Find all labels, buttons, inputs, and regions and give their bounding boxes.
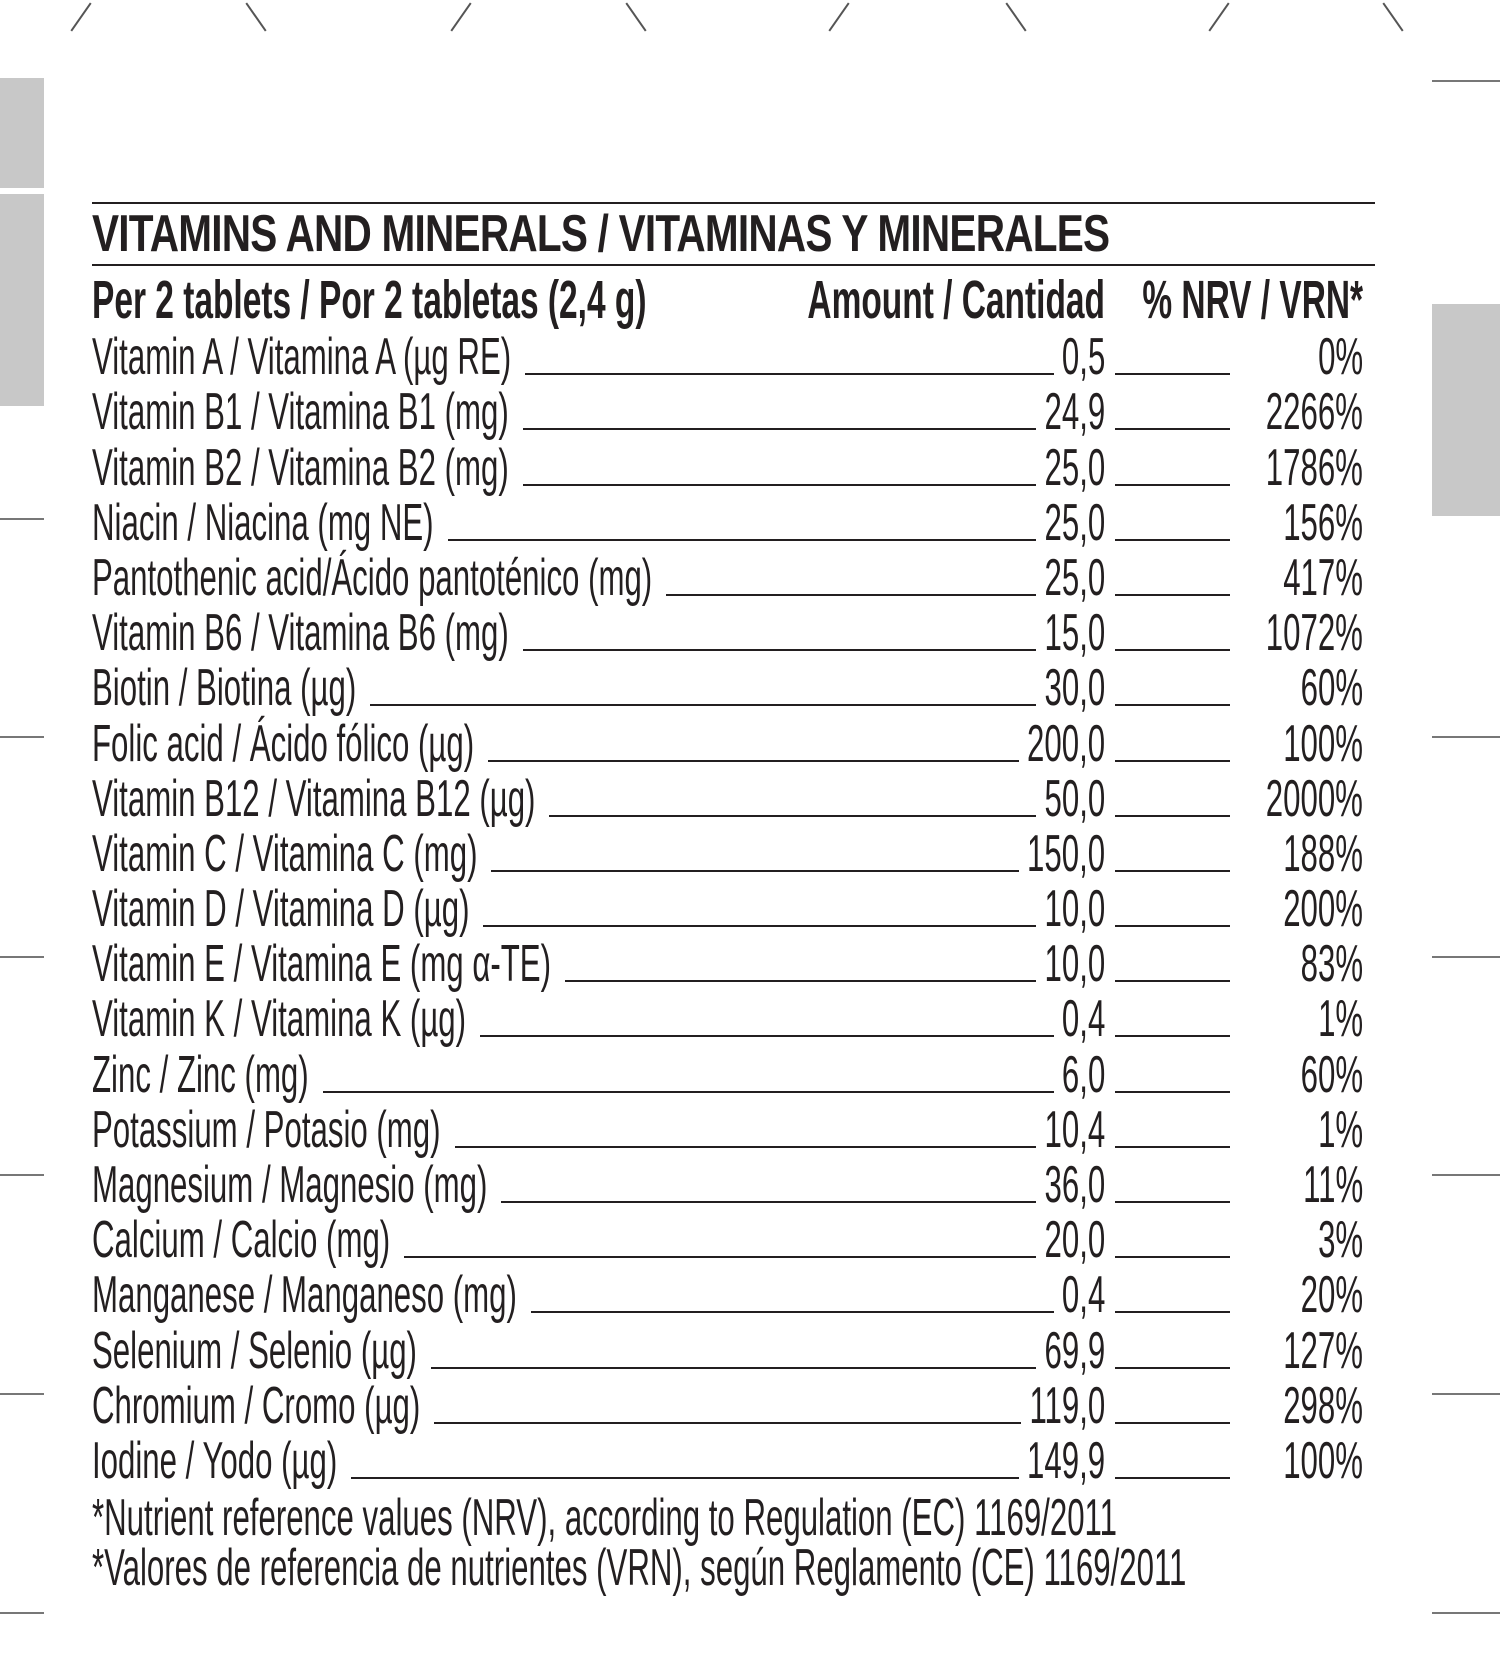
nutrient-row bbox=[92, 1158, 1375, 1213]
leader-line bbox=[431, 1367, 1036, 1369]
nutrient-list bbox=[92, 330, 1375, 1489]
nutrient-amount: 10,0 bbox=[1044, 935, 1105, 994]
leader-line bbox=[1115, 1477, 1230, 1479]
nutrient-nrv: 100% bbox=[1283, 1431, 1363, 1490]
leader-line bbox=[1115, 484, 1230, 486]
nutrient-amount: 200,0 bbox=[1026, 714, 1105, 773]
leader-line bbox=[1115, 1311, 1230, 1313]
nutrient-nrv: 156% bbox=[1283, 493, 1363, 552]
nutrient-nrv: 2000% bbox=[1265, 769, 1363, 828]
edge-mark bbox=[828, 3, 849, 32]
leader-line bbox=[1115, 815, 1230, 817]
edge-tick bbox=[1432, 80, 1500, 82]
nutrient-name: Manganese / Manganeso (mg) bbox=[92, 1266, 517, 1325]
amount-header: Amount / Cantidad bbox=[807, 270, 1105, 330]
nutrient-row bbox=[92, 1376, 1375, 1435]
nutrient-name: Iodine / Yodo (µg) bbox=[92, 1431, 338, 1490]
nutrient-nrv: 0% bbox=[1317, 328, 1363, 387]
edge-tick bbox=[1432, 736, 1500, 738]
leader-line bbox=[488, 760, 1019, 762]
nutrient-nrv: 1% bbox=[1317, 990, 1363, 1049]
nutrient-amount: 69,9 bbox=[1044, 1321, 1105, 1380]
edge-tick bbox=[0, 1393, 44, 1395]
nutrient-nrv: 2266% bbox=[1265, 383, 1363, 442]
nutrient-row bbox=[92, 606, 1375, 661]
nutrient-name: Vitamin C / Vitamina C (mg) bbox=[92, 824, 478, 883]
nutrient-nrv: 200% bbox=[1283, 880, 1363, 939]
nutrient-nrv: 1% bbox=[1317, 1100, 1363, 1159]
leader-line bbox=[1115, 373, 1230, 375]
nutrient-amount: 36,0 bbox=[1044, 1156, 1105, 1214]
nutrient-amount: 6,0 bbox=[1061, 1045, 1105, 1104]
nutrient-nrv: 188% bbox=[1283, 824, 1363, 883]
nutrient-amount: 10,4 bbox=[1044, 1100, 1105, 1159]
nutrient-name: Vitamin E / Vitamina E (mg α-TE) bbox=[92, 935, 552, 994]
nutrient-row bbox=[92, 992, 1375, 1047]
leader-line bbox=[1115, 1146, 1230, 1148]
nrv-header: % NRV / VRN* bbox=[1142, 270, 1363, 330]
leader-line bbox=[455, 1146, 1037, 1148]
edge-tick bbox=[1432, 1393, 1500, 1395]
edge-tick bbox=[0, 518, 44, 520]
leader-line bbox=[501, 1201, 1036, 1203]
leader-line bbox=[1115, 649, 1230, 651]
nutrient-nrv: 127% bbox=[1283, 1321, 1363, 1380]
nutrient-name: Pantothenic acid/Ácido pantoténico (mg) bbox=[92, 548, 653, 607]
side-tab bbox=[0, 78, 44, 188]
nutrient-name: Calcium / Calcio (mg) bbox=[92, 1211, 391, 1270]
nutrient-row bbox=[92, 548, 1375, 607]
leader-line bbox=[1115, 1091, 1230, 1093]
nutrient-amount: 25,0 bbox=[1044, 493, 1105, 552]
leader-line bbox=[523, 428, 1037, 430]
nutrient-nrv: 417% bbox=[1283, 548, 1363, 607]
nutrient-name: Vitamin D / Vitamina D (µg) bbox=[92, 880, 470, 939]
nutrient-row bbox=[92, 1431, 1375, 1490]
nutrient-name: Magnesium / Magnesio (mg) bbox=[92, 1156, 488, 1214]
edge-mark bbox=[1208, 3, 1229, 32]
leader-line bbox=[525, 373, 1053, 375]
nutrient-name: Vitamin B12 / Vitamina B12 (µg) bbox=[92, 769, 536, 828]
nutrient-row bbox=[92, 330, 1375, 385]
nutrient-name: Folic acid / Ácido fólico (µg) bbox=[92, 714, 475, 773]
nutrient-row bbox=[92, 493, 1375, 552]
nutrient-amount: 50,0 bbox=[1044, 769, 1105, 828]
edge-tick bbox=[1432, 1174, 1500, 1176]
nutrient-nrv: 60% bbox=[1300, 1045, 1363, 1104]
nutrient-name: Vitamin B1 / Vitamina B1 (mg) bbox=[92, 383, 509, 442]
leader-line bbox=[565, 980, 1036, 982]
leader-line bbox=[1115, 1035, 1230, 1037]
panel-title: VITAMINS AND MINERALS / VITAMINAS Y MINERALES bbox=[92, 205, 1110, 263]
footnote-en: *Nutrient reference values (NRV), according to Regulation (EC) 1169/2011 bbox=[92, 1488, 1117, 1547]
nutrient-amount: 15,0 bbox=[1044, 604, 1105, 663]
nutrient-name: Vitamin B2 / Vitamina B2 (mg) bbox=[92, 438, 509, 497]
leader-line bbox=[1115, 594, 1230, 596]
nutrition-panel bbox=[92, 202, 1375, 1597]
nutrient-nrv: 20% bbox=[1300, 1266, 1363, 1325]
nutrient-amount: 20,0 bbox=[1044, 1211, 1105, 1270]
leader-line bbox=[1115, 704, 1230, 706]
leader-line bbox=[323, 1091, 1054, 1093]
nutrient-row bbox=[92, 385, 1375, 440]
nutrient-nrv: 11% bbox=[1302, 1156, 1363, 1214]
nutrient-name: Chromium / Cromo (µg) bbox=[92, 1376, 421, 1435]
nutrient-amount: 30,0 bbox=[1044, 659, 1105, 718]
leader-line bbox=[1115, 1201, 1230, 1203]
nutrient-row bbox=[92, 661, 1375, 716]
nutrient-nrv: 1072% bbox=[1265, 604, 1363, 663]
nutrient-amount: 0,4 bbox=[1061, 990, 1105, 1049]
leader-line bbox=[404, 1256, 1036, 1258]
nutrient-row bbox=[92, 769, 1375, 828]
leader-line bbox=[523, 484, 1037, 486]
leader-line bbox=[448, 539, 1037, 541]
edge-tick bbox=[0, 956, 44, 958]
nutrient-amount: 150,0 bbox=[1026, 824, 1105, 883]
leader-line bbox=[370, 704, 1036, 706]
edge-mark bbox=[450, 3, 471, 32]
edge-mark bbox=[625, 3, 646, 32]
nutrient-amount: 119,0 bbox=[1029, 1376, 1105, 1435]
nutrient-amount: 0,4 bbox=[1061, 1266, 1105, 1325]
nutrient-row bbox=[92, 1213, 1375, 1268]
side-tab bbox=[0, 194, 44, 406]
nutrient-row bbox=[92, 1323, 1375, 1378]
leader-line bbox=[666, 594, 1036, 596]
nutrient-name: Vitamin A / Vitamina A (µg RE) bbox=[92, 328, 512, 387]
nutrient-nrv: 83% bbox=[1300, 935, 1363, 994]
nutrient-nrv: 100% bbox=[1283, 714, 1363, 773]
edge-tick bbox=[1432, 956, 1500, 958]
edge-tick bbox=[0, 1612, 44, 1614]
nutrient-name: Potassium / Potasio (mg) bbox=[92, 1100, 441, 1159]
side-tab bbox=[1432, 304, 1500, 516]
nutrient-name: Selenium / Selenio (µg) bbox=[92, 1321, 417, 1380]
edge-mark bbox=[1005, 3, 1026, 32]
edge-tick bbox=[1432, 1612, 1500, 1614]
leader-line bbox=[1115, 980, 1230, 982]
leader-line bbox=[1115, 1256, 1230, 1258]
nutrient-row bbox=[92, 937, 1375, 992]
nutrient-amount: 24,9 bbox=[1044, 383, 1105, 442]
leader-line bbox=[1115, 925, 1230, 927]
nutrient-row bbox=[92, 1047, 1375, 1102]
title-rule bbox=[92, 264, 1375, 266]
leader-line bbox=[549, 815, 1036, 817]
nutrient-nrv: 1786% bbox=[1265, 438, 1363, 497]
nutrient-amount: 149,9 bbox=[1026, 1431, 1105, 1490]
serving-header: Per 2 tablets / Por 2 tabletas (2,4 g) bbox=[92, 270, 647, 330]
nutrient-name: Vitamin K / Vitamina K (µg) bbox=[92, 990, 467, 1049]
nutrient-row bbox=[92, 1268, 1375, 1323]
leader-line bbox=[434, 1422, 1021, 1424]
leader-line bbox=[1115, 539, 1230, 541]
nutrient-amount: 0,5 bbox=[1061, 328, 1105, 387]
leader-line bbox=[351, 1477, 1019, 1479]
leader-line bbox=[1115, 428, 1230, 430]
nutrient-amount: 25,0 bbox=[1044, 438, 1105, 497]
leader-line bbox=[531, 1311, 1054, 1313]
nutrient-name: Biotin / Biotina (µg) bbox=[92, 659, 357, 718]
nutrient-nrv: 60% bbox=[1300, 659, 1363, 718]
nutrient-row bbox=[92, 440, 1375, 495]
footnote-es: *Valores de referencia de nutrientes (VRN), según Reglamento (CE) 1169/2011 bbox=[92, 1538, 1187, 1597]
header-row bbox=[92, 272, 1375, 330]
nutrient-row bbox=[92, 716, 1375, 771]
leader-line bbox=[1115, 1422, 1230, 1424]
edge-mark bbox=[1382, 3, 1403, 32]
nutrient-name: Zinc / Zinc (mg) bbox=[92, 1045, 309, 1104]
edge-tick bbox=[0, 736, 44, 738]
leader-line bbox=[480, 1035, 1054, 1037]
leader-line bbox=[1115, 870, 1230, 872]
nutrient-amount: 10,0 bbox=[1044, 880, 1105, 939]
nutrient-nrv: 3% bbox=[1317, 1211, 1363, 1270]
edge-tick bbox=[0, 1174, 44, 1176]
edge-mark bbox=[70, 3, 91, 32]
leader-line bbox=[483, 925, 1036, 927]
nutrient-name: Vitamin B6 / Vitamina B6 (mg) bbox=[92, 604, 509, 663]
leader-line bbox=[1115, 1367, 1230, 1369]
nutrient-nrv: 298% bbox=[1283, 1376, 1363, 1435]
edge-mark bbox=[245, 3, 266, 32]
nutrient-row bbox=[92, 824, 1375, 883]
leader-line bbox=[491, 870, 1018, 872]
leader-line bbox=[1115, 760, 1230, 762]
nutrient-row bbox=[92, 1100, 1375, 1159]
nutrient-amount: 25,0 bbox=[1044, 548, 1105, 607]
leader-line bbox=[523, 649, 1037, 651]
nutrient-name: Niacin / Niacina (mg NE) bbox=[92, 493, 434, 552]
nutrient-row bbox=[92, 882, 1375, 937]
